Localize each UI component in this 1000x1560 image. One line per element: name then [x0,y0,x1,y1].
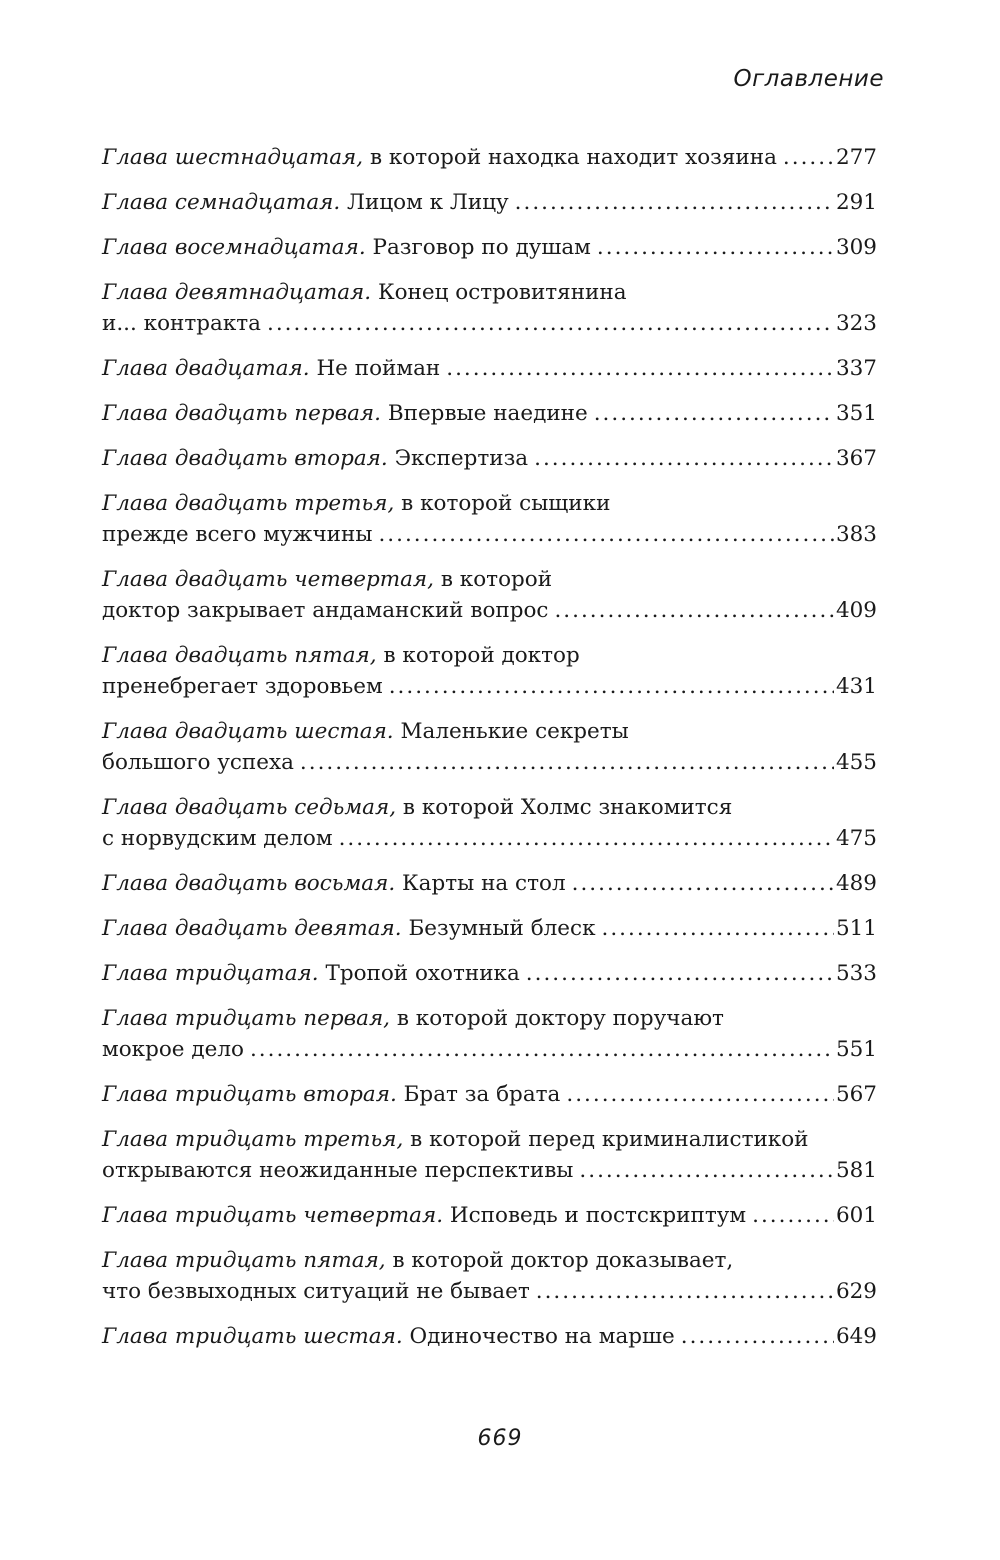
page-number: 669 [477,1426,523,1451]
chapter-title: Впервые наедине [387,401,588,426]
dot-leader [515,187,834,218]
chapter-number: Глава двадцать третья, [102,491,395,516]
toc-entry [102,277,877,339]
page-ref: 629 [835,1279,877,1304]
page-ref: 581 [835,1158,877,1183]
entry-text [102,1079,560,1110]
toc-entry [102,1079,877,1110]
page-ref: 511 [835,916,877,941]
toc-entry [102,716,877,778]
chapter-title: Исповедь и постскриптум [449,1203,747,1228]
chapter-title: что безвыходных ситуаций не бывает [102,1279,530,1304]
page-ref: 551 [835,1037,877,1062]
entry-text [102,913,596,944]
toc-entry [102,1321,877,1352]
entry-last-line [102,1200,877,1231]
dot-leader [526,958,834,989]
chapter-title: в которой доктору поручают [396,1006,724,1031]
entry-text [102,443,528,474]
toc-entry [102,187,877,218]
chapter-number: Глава двадцать восьмая. [102,871,396,896]
chapter-number: Глава тридцать третья, [102,1127,404,1152]
entry-text [102,823,333,854]
entry-first-line [102,277,877,308]
chapter-title: в которой [440,567,553,592]
dot-leader [536,1276,834,1307]
entry-last-line [102,671,877,702]
page-ref: 475 [835,826,877,851]
entry-last-line [102,1155,877,1186]
page-ref: 351 [835,401,877,426]
chapter-number: Глава двадцать девятая. [102,916,402,941]
chapter-title: Брат за брата [403,1082,561,1107]
dot-leader [250,1034,834,1065]
chapter-title: Конец островитянина [377,280,627,305]
toc-entry [102,232,877,263]
chapter-title: Маленькие секреты [400,719,629,744]
chapter-title: Тропой охотника [325,961,520,986]
page-ref: 309 [835,235,877,260]
entry-first-line [102,564,877,595]
page-ref: 323 [835,311,877,336]
dot-leader [752,1200,834,1231]
entry-last-line [102,232,877,263]
chapter-number: Глава шестнадцатая, [102,145,364,170]
chapter-title: мокрое дело [102,1037,244,1062]
chapter-number: Глава тридцать четвертая. [102,1203,444,1228]
entry-last-line [102,868,877,899]
chapter-title: Не пойман [316,356,441,381]
chapter-number: Глава двадцатая. [102,356,310,381]
entry-text [102,142,777,173]
chapter-number: Глава тридцать шестая. [102,1324,403,1349]
toc-entry [102,868,877,899]
chapter-number: Глава двадцать четвертая, [102,567,435,592]
dot-leader [300,747,834,778]
entry-last-line [102,823,877,854]
chapter-title: в которой доктор доказывает, [392,1248,734,1273]
page-ref: 567 [835,1082,877,1107]
page-ref: 431 [835,674,877,699]
dot-leader [554,595,833,626]
entry-last-line [102,595,877,626]
toc-entry [102,640,877,702]
entry-text [102,747,294,778]
dot-leader [446,353,834,384]
entry-text [102,1155,573,1186]
chapter-number: Глава двадцать первая. [102,401,381,426]
chapter-title: Одиночество на марше [409,1324,675,1349]
entry-last-line [102,1276,877,1307]
chapter-number: Глава тридцать пятая, [102,1248,386,1273]
entry-last-line [102,308,877,339]
dot-leader [339,823,834,854]
page-ref: 383 [835,522,877,547]
entry-first-line [102,716,877,747]
entry-last-line [102,747,877,778]
page-ref: 337 [835,356,877,381]
toc-entry [102,1200,877,1231]
entry-text [102,1200,746,1231]
toc-entry [102,564,877,626]
running-head: Оглавление [733,66,884,92]
chapter-title: в которой перед криминалистикой [410,1127,809,1152]
entry-first-line [102,640,877,671]
chapter-number: Глава тридцать вторая. [102,1082,397,1107]
chapter-title: открываются неожиданные перспективы [102,1158,574,1183]
chapter-title: Лицом к Лицу [347,190,509,215]
dot-leader [783,142,834,173]
chapter-title: Разговор по душам [372,235,591,260]
chapter-title: Безумный блеск [408,916,596,941]
entry-last-line [102,142,877,173]
page-ref: 367 [835,446,877,471]
dot-leader [602,913,834,944]
dot-leader [594,398,834,429]
toc-entry [102,353,877,384]
page-ref: 533 [835,961,877,986]
chapter-number: Глава двадцать пятая, [102,643,377,668]
chapter-title: доктор закрывает андаманский вопрос [102,598,549,623]
chapter-number: Глава восемнадцатая. [102,235,366,260]
chapter-title: в которой сыщики [401,491,611,516]
toc-entry [102,398,877,429]
entry-text [102,308,261,339]
toc-entry [102,488,877,550]
entry-text [102,1034,244,1065]
entry-first-line [102,1003,877,1034]
entry-last-line [102,353,877,384]
entry-last-line [102,398,877,429]
chapter-number: Глава двадцать шестая. [102,719,394,744]
chapter-title: в которой находка находит хозяина [369,145,777,170]
toc-entry [102,142,877,173]
entry-text [102,187,509,218]
toc-entry [102,792,877,854]
entry-last-line [102,519,877,550]
entry-text [102,398,588,429]
chapter-number: Глава семнадцатая. [102,190,341,215]
entry-last-line [102,1321,877,1352]
entry-first-line [102,488,877,519]
chapter-title: Карты на стол [402,871,566,896]
entry-last-line [102,187,877,218]
chapter-title: и... контракта [102,311,262,336]
chapter-title: в которой Холмс знакомится [402,795,733,820]
chapter-title: прежде всего мужчины [102,522,373,547]
dot-leader [378,519,834,550]
entry-first-line [102,1245,877,1276]
chapter-number: Глава двадцать седьмая, [102,795,397,820]
toc-entry [102,443,877,474]
chapter-number: Глава тридцать первая, [102,1006,391,1031]
entry-text [102,671,383,702]
entry-last-line [102,913,877,944]
entry-last-line [102,958,877,989]
page-ref: 455 [835,750,877,775]
dot-leader [389,671,834,702]
dot-leader [572,868,834,899]
entry-text [102,1276,530,1307]
page-ref: 649 [835,1324,877,1349]
page-ref: 409 [835,598,877,623]
toc-entry [102,913,877,944]
entry-text [102,232,591,263]
page-ref: 489 [835,871,877,896]
entry-text [102,868,566,899]
chapter-number: Глава девятнадцатая. [102,280,372,305]
entry-text [102,353,440,384]
entry-first-line [102,792,877,823]
entry-text [102,595,548,626]
chapter-number: Глава двадцать вторая. [102,446,388,471]
chapter-title: Экспертиза [394,446,529,471]
entry-text [102,1321,675,1352]
entry-last-line [102,1034,877,1065]
entry-text [102,519,372,550]
toc-entry [102,1245,877,1307]
dot-leader [681,1321,834,1352]
dot-leader [597,232,834,263]
table-of-contents [102,142,877,1366]
chapter-title: большого успеха [102,750,294,775]
chapter-title: пренебрегает здоровьем [102,674,383,699]
dot-leader [267,308,834,339]
chapter-number: Глава тридцатая. [102,961,319,986]
toc-entry [102,1124,877,1186]
entry-last-line [102,1079,877,1110]
chapter-title: в которой доктор [383,643,580,668]
dot-leader [534,443,834,474]
entry-last-line [102,443,877,474]
entry-text [102,958,520,989]
toc-entry [102,1003,877,1065]
page-ref: 601 [835,1203,877,1228]
page-ref: 277 [835,145,877,170]
dot-leader [579,1155,834,1186]
page-ref: 291 [835,190,877,215]
toc-entry [102,958,877,989]
chapter-title: с норвудским делом [102,826,333,851]
dot-leader [566,1079,834,1110]
entry-first-line [102,1124,877,1155]
